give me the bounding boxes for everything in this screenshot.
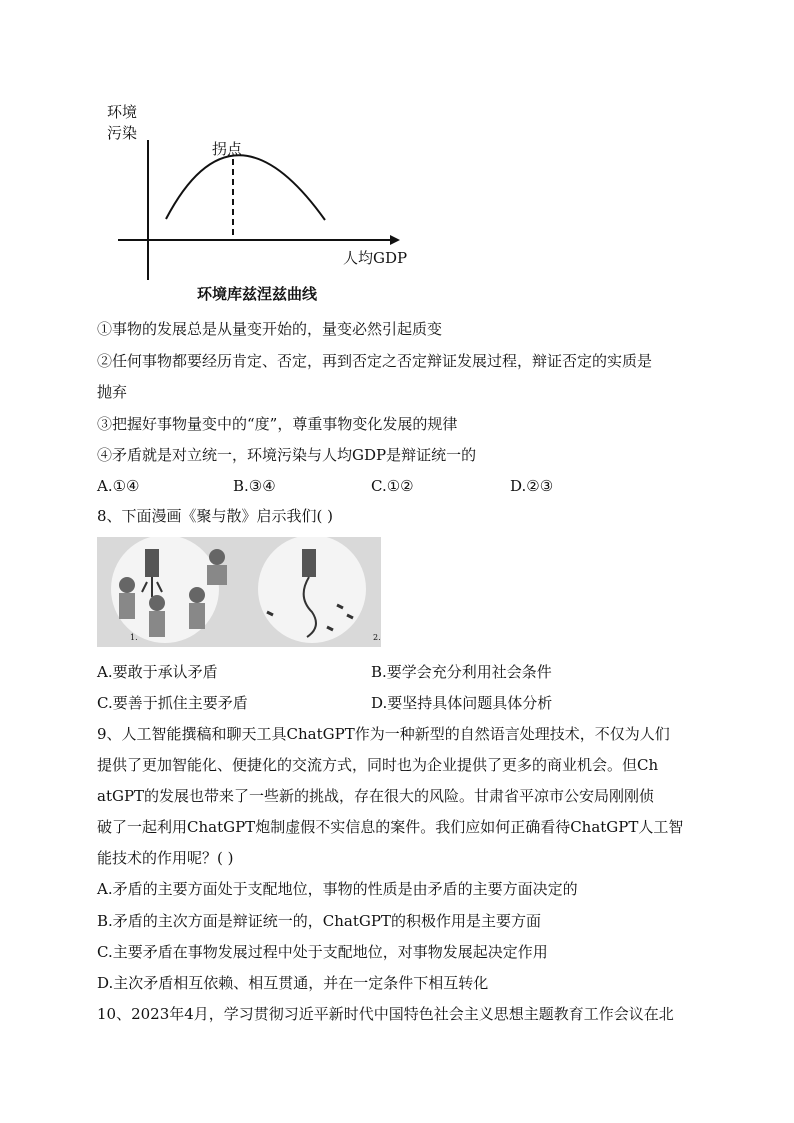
q7-option-b[interactable]: B.③④ [233,477,276,495]
q7-statement-1: ①事物的发展总是从量变开始的，量变必然引起质变 [97,320,443,338]
x-axis-label: 人均GDP [343,249,408,267]
q9-stem-line1: 9、人工智能撰稿和聊天工具ChatGPT作为一种新型的自然语言处理技术，不仅为人们 [97,725,670,743]
q7-statement-4: ④矛盾就是对立统一，环境污染与人均GDP是辩证统一的 [97,446,477,464]
q10-stem-line1: 10、2023年4月，学习贯彻习近平新时代中国特色社会主义思想主题教育工作会议在北 [97,1005,674,1023]
panel1-person-4-body [207,565,227,585]
panel1-person-4-head [209,549,225,565]
panel1-number: 1. [130,633,138,642]
q8-stem: 8、下面漫画《聚与散》启示我们( ) [97,507,334,525]
q7-statement-3: ③把握好事物量变中的“度”，尊重事物变化发展的规律 [97,415,458,433]
panel1-faucet [145,549,159,577]
q9-stem-line3: atGPT的发展也带来了一些新的挑战，存在很大的风险。甘肃省平凉市公安局刚刚侦 [97,787,655,805]
q8-option-b[interactable]: B.要学会充分利用社会条件 [371,663,552,681]
panel2-number: 2. [373,633,381,642]
q9-option-a[interactable]: A.矛盾的主要方面处于支配地位，事物的性质是由矛盾的主要方面决定的 [97,880,578,898]
panel1-person-2-body [149,611,165,637]
figure-caption: 环境库兹涅兹曲线 [197,285,318,303]
kuznets-curve [166,155,325,220]
panel1-person-2-head [149,595,165,611]
cartoon-figure [97,537,381,647]
panel2-faucet [302,549,316,577]
q7-option-a[interactable]: A.①④ [97,477,140,495]
y-axis-label-1: 环境 [107,103,138,121]
q9-stem-line5: 能技术的作用呢？( ) [97,849,234,867]
q8-option-c[interactable]: C.要善于抓住主要矛盾 [97,694,248,712]
q7-statement-2-line1: ②任何事物都要经历肯定、否定，再到否定之否定辩证发展过程，辩证否定的实质是 [97,352,653,370]
panel1-person-1-body [119,593,135,619]
turning-point-label: 拐点 [212,140,243,158]
y-axis-label-2: 污染 [107,124,138,142]
panel1-person-1-head [119,577,135,593]
cartoon-svg [97,537,381,647]
q7-option-c[interactable]: C.①② [371,477,414,495]
panel1-person-3-body [189,603,205,629]
q9-option-d[interactable]: D.主次矛盾相互依赖、相互贯通，并在一定条件下相互转化 [97,974,489,992]
panel1-person-3-head [189,587,205,603]
q9-option-c[interactable]: C.主要矛盾在事物发展过程中处于支配地位，对事物发展起决定作用 [97,943,548,961]
q9-stem-line4: 破了一起利用ChatGPT炮制虚假不实信息的案件。我们应如何正确看待ChatGPT人工智 [97,818,684,836]
q7-option-d[interactable]: D.②③ [510,477,554,495]
q9-stem-line2: 提供了更加智能化、便捷化的交流方式，同时也为企业提供了更多的商业机会。但Ch [97,756,659,774]
q8-option-d[interactable]: D.要坚持具体问题具体分析 [371,694,553,712]
q8-option-a[interactable]: A.要敢于承认矛盾 [97,663,218,681]
q9-option-b[interactable]: B.矛盾的主次方面是辩证统一的，ChatGPT的积极作用是主要方面 [97,912,541,930]
q7-statement-2-line2: 抛弃 [97,383,128,401]
x-axis-arrow [390,235,400,245]
